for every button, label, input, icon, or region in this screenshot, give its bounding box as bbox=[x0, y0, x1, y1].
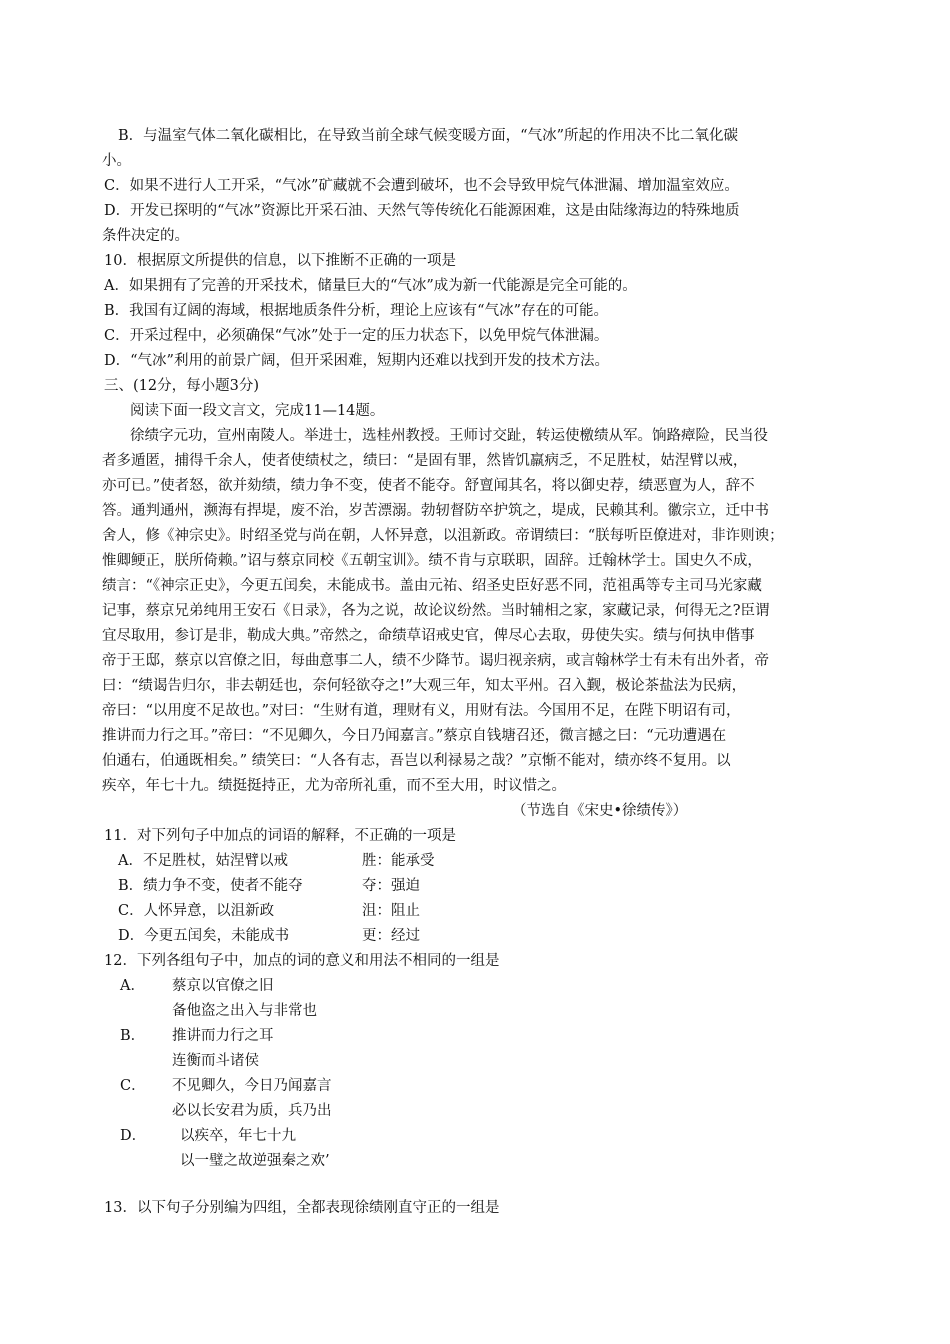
passage-line: 惟卿鲠正，朕所倚赖。”诏与蔡京同校《五朝宝训》。绩不肯与京联职，固辞。迁翰林学士。国史久不成， bbox=[102, 553, 762, 569]
q11-stem: 11．对下列句子中加点的词语的解释，不正确的一项是 bbox=[104, 828, 456, 844]
passage-line: 推讲而力行之耳。”帝曰：“不见卿久，今日乃闻嘉言。”蔡京自钱塘召还，微言撼之曰：“元功遭遇在 bbox=[102, 728, 727, 744]
passage-line: 曰：“绩谒告归尔，非去朝廷也，奈何轻欲夺之!”大观三年，知太平州。召入觐，极论茶盐法为民病， bbox=[102, 678, 747, 694]
passage-line: 宜尽取用，参订是非，勒成大典。”帝然之，命绩草诏戒史官，俾尽心去取，毋使失实。绩与何执申偕事 bbox=[102, 628, 755, 644]
q11-option-b-gloss: 夺：强迫 bbox=[362, 878, 420, 894]
q12-option-letter: B． bbox=[120, 1028, 146, 1044]
passage-line: 徐绩字元功，宣州南陵人。举进士，选桂州教授。王师讨交趾，转运使檄绩从军。饷路瘴险，民当役 bbox=[130, 428, 768, 444]
passage-line: 疾卒，年七十九。绩挺挺持正，尤为帝所礼重，而不至大用，时议惜之。 bbox=[102, 778, 566, 794]
passage-line: 帝于王邸，蔡京以宫僚之旧，每曲意事二人，绩不少降节。谒归视亲病，或言翰林学士有未有出外者，帝 bbox=[102, 653, 769, 669]
passage-line: 答。通判通州，濒海有捍堤，废不治，岁苦漂溺。勃轫督防卒护筑之，堤成，民赖其利。徽宗立，迁中书 bbox=[102, 503, 769, 519]
q13-stem: 13．以下句子分别编为四组，全都表现徐绩刚直守正的一组是 bbox=[104, 1200, 500, 1216]
q12-option-letter: D． bbox=[120, 1128, 147, 1144]
passage-line: 亦可已。”使者怒，欲并劾绩，绩力争不变，使者不能夺。舒亶闻其名，将以御史荐，绩恶亶为人，辞不 bbox=[102, 478, 755, 494]
q11-option-c-sentence: C．人怀异意，以沮新政 bbox=[118, 903, 275, 919]
section3-heading: 三、(12分，每小题3分) bbox=[104, 378, 259, 394]
passage-line: 舍人，修《神宗史》。时绍圣党与尚在朝，人怀异意，以沮新政。帝谓绩曰：“朕每听臣僚进对，非诈则谀； bbox=[102, 528, 784, 544]
passage-line: 者多遁匿，捕得千余人，使者使绩杖之，绩曰：“是固有罪，然皆饥羸病乏，不足胜杖，姑涅臂以戒， bbox=[102, 453, 748, 469]
q10-option-a: A．如果拥有了完善的开采技术，储量巨大的“气冰”成为新一代能源是完全可能的。 bbox=[104, 278, 637, 294]
passage-line: 帝曰：“以用度不足故也。”对曰：“生财有道，理财有义，用财有法。今国用不足，在陛下明诏有司， bbox=[102, 703, 741, 719]
q9-option-b-line2: 小。 bbox=[102, 153, 131, 169]
q11-option-a-sentence: A．不足胜杖，姑涅臂以戒 bbox=[118, 853, 288, 869]
q9-option-d-line2: 条件决定的。 bbox=[102, 228, 189, 244]
passage-line: 记事，蔡京兄弟纯用王安石《日录》，各为之说，故论议纷然。当时辅相之家，家藏记录，何得无之?臣谓 bbox=[102, 603, 770, 619]
q10-option-c: C．开采过程中，必须确保“气冰”处于一定的压力状态下，以免甲烷气体泄漏。 bbox=[104, 328, 609, 344]
q12-option-d-sentence1: 以疾卒，年七十九 bbox=[180, 1128, 296, 1144]
q11-option-b-sentence: B．绩力争不变，使者不能夺 bbox=[118, 878, 303, 894]
q9-option-d-line1: D．开发已探明的“气冰”资源比开采石油、天然气等传统化石能源困难，这是由陆缘海边的特殊地质 bbox=[104, 203, 740, 219]
q10-option-d: D．“气冰”利用的前景广阔，但开采困难，短期内还难以找到开发的技术方法。 bbox=[104, 353, 609, 369]
q12-option-b-sentence1: 推讲而力行之耳 bbox=[172, 1028, 274, 1044]
q12-option-c-sentence2: 必以长安君为质，兵乃出 bbox=[172, 1103, 332, 1119]
q11-option-d-gloss: 更：经过 bbox=[362, 928, 420, 944]
q12-stem: 12．下列各组句子中，加点的词的意义和用法不相同的一组是 bbox=[104, 953, 500, 969]
q10-stem: 10．根据原文所提供的信息，以下推断不正确的一项是 bbox=[104, 253, 456, 269]
q12-option-b-sentence2: 连衡而斗诸侯 bbox=[172, 1053, 259, 1069]
q12-option-a-sentence2: 备他盗之出入与非常也 bbox=[172, 1003, 317, 1019]
q11-option-d-sentence: D．今更五闰矣，未能成书 bbox=[118, 928, 290, 944]
passage-source: （节选自《宋史•徐绩传》） bbox=[512, 803, 688, 819]
q12-option-d-sentence2: 以一璧之故逆强秦之欢’ bbox=[180, 1153, 330, 1169]
section3-instruction: 阅读下面一段文言文，完成11—14题。 bbox=[130, 403, 385, 419]
q12-option-a-sentence1: 蔡京以官僚之旧 bbox=[172, 978, 274, 994]
q12-option-letter: A． bbox=[120, 978, 145, 994]
passage-line: 绩言：“《神宗正史》，今更五闰矣，未能成书。盖由元祐、绍圣史臣好恶不同，范祖禹等专主司马光家藏 bbox=[102, 578, 762, 594]
q11-option-a-gloss: 胜：能承受 bbox=[362, 853, 435, 869]
q12-option-letter: C． bbox=[120, 1078, 146, 1094]
q12-option-c-sentence1: 不见卿久，今日乃闻嘉言 bbox=[172, 1078, 332, 1094]
q10-option-b: B．我国有辽阔的海域，根据地质条件分析，理论上应该有“气冰”存在的可能。 bbox=[104, 303, 608, 319]
q9-option-b-line1: B．与温室气体二氧化碳相比，在导致当前全球气候变暖方面，“气冰”所起的作用决不比二氧化碳 bbox=[118, 128, 738, 144]
q9-option-c: C．如果不进行人工开采，“气冰”矿藏就不会遭到破坏，也不会导致甲烷气体泄漏、增加温室效应。 bbox=[104, 178, 739, 194]
q11-option-c-gloss: 沮：阻止 bbox=[362, 903, 420, 919]
passage-line: 伯通右，伯通既相矣。” 绩笑曰：“人各有志，吾岂以利禄易之哉？”京惭不能对，绩亦终不复用。以 bbox=[102, 753, 731, 769]
